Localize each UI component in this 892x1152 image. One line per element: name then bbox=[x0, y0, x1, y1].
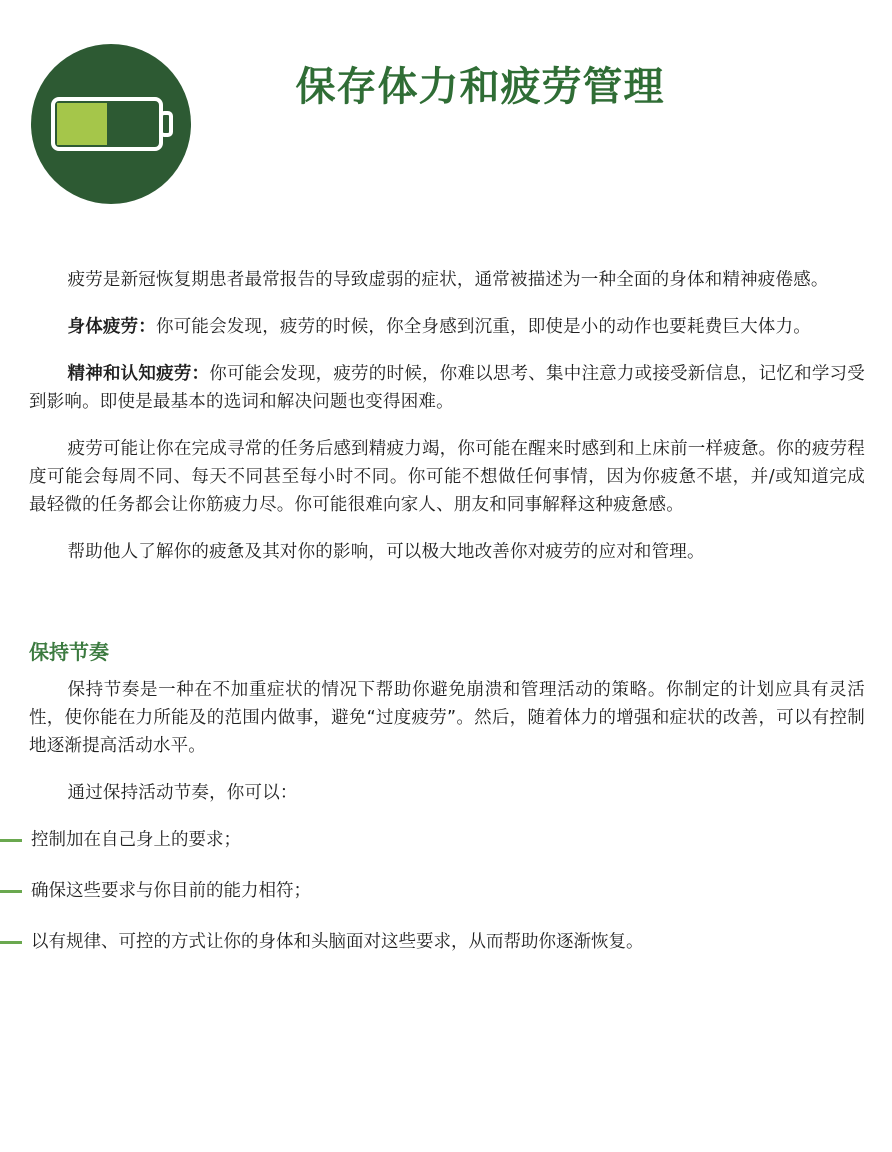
page-title: 保存体力和疲劳管理 bbox=[295, 63, 665, 110]
battery-charge-fill bbox=[57, 103, 107, 145]
mental-fatigue-label: 精神和认知疲劳： bbox=[67, 364, 210, 384]
battery-terminal bbox=[161, 113, 171, 135]
intro-text: 疲劳是新冠恢复期患者最常报告的导致虚弱的症状，通常被描述为一种全面的身体和精神疲倦感。 bbox=[67, 270, 829, 290]
section-heading-pacing: 保持节奏 bbox=[29, 640, 109, 664]
physical-fatigue-paragraph bbox=[29, 313, 865, 341]
list-item bbox=[0, 877, 836, 905]
pacing-benefits-list bbox=[0, 826, 836, 956]
help-others-text: 帮助他人了解你的疲惫及其对你的影响，可以极大地改善你对疲劳的应对和管理。 bbox=[67, 542, 705, 562]
fatigue-impact-paragraph bbox=[29, 435, 865, 519]
mental-fatigue-text: 你可能会发现，疲劳的时候，你难以思考、集中注意力或接受新信息，记忆和学习受到影响。即使是最基本的选词和解决问题也变得困难。 bbox=[29, 364, 865, 412]
pacing-intro-paragraph: 通过保持活动节奏，你可以： bbox=[67, 783, 298, 803]
physical-fatigue-label: 身体疲劳： bbox=[67, 317, 156, 337]
battery-half-icon bbox=[31, 44, 191, 204]
list-item-text: 确保这些要求与你目前的能力相符； bbox=[31, 881, 311, 901]
fatigue-impact-text: 疲劳可能让你在完成寻常的任务后感到精疲力竭，你可能在醒来时感到和上床前一样疲惫。你的疲劳程度可能会每周不同、每天不同甚至每小时不同。你可能不想做任何事情，因为你疲惫不堪，并/或知道完成最轻微的任务都会让你筋疲力尽。你可能很难向家人、朋友和同事解释这种疲惫感。 bbox=[29, 439, 865, 515]
list-item-text: 控制加在自己身上的要求； bbox=[31, 830, 241, 850]
help-others-paragraph bbox=[29, 538, 865, 566]
main-content bbox=[29, 266, 865, 979]
physical-fatigue-text: 你可能会发现，疲劳的时候，你全身感到沉重，即使是小的动作也要耗费巨大体力。 bbox=[156, 317, 811, 337]
list-item-text: 以有规律、可控的方式让你的身体和头脑面对这些要求，从而帮助你逐渐恢复。 bbox=[31, 932, 644, 952]
battery-logo bbox=[31, 44, 191, 204]
dash-bullet-icon bbox=[0, 941, 22, 944]
dash-bullet-icon bbox=[0, 890, 22, 893]
list-item bbox=[0, 826, 836, 854]
mental-fatigue-paragraph bbox=[29, 360, 865, 416]
list-item bbox=[0, 928, 836, 956]
intro-paragraph bbox=[29, 266, 865, 294]
dash-bullet-icon bbox=[0, 839, 22, 842]
pacing-paragraph: 保持节奏是一种在不加重症状的情况下帮助你避免崩溃和管理活动的策略。你制定的计划应具有灵活性，使你能在力所能及的范围内做事，避免“过度疲劳”。然后，随着体力的增强和症状的改善，可以有控制地逐渐提高活动水平。 bbox=[29, 680, 865, 756]
